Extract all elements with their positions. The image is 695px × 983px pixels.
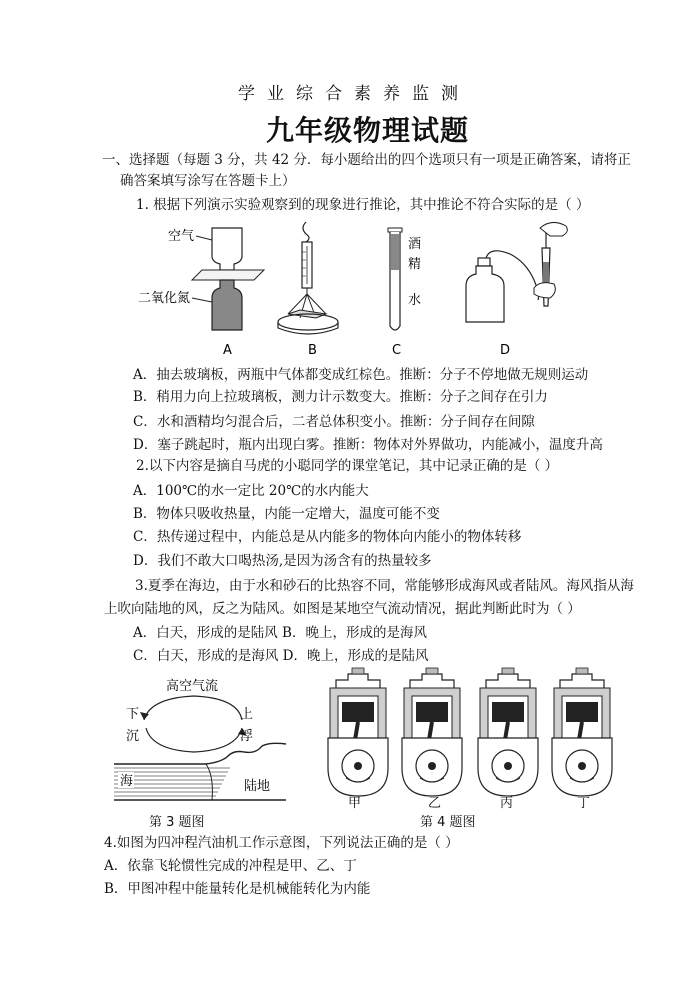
q3-figure-caption: 第 3 题图 [149,815,205,830]
q1-option-b: B．稍用力向上拉玻璃板，测力计示数变大。推断：分子之间存在引力 [133,389,548,405]
section-instructions-line2: 确答案填写涂写在答题卡上） [120,173,296,189]
label-up-2: 浮 [240,729,254,744]
exam-subtitle: 学业综合素养监测 [238,84,470,104]
q3-stem-line2: 上吹向陆地的风，反之为陆风。如图是某地空气流动情况，据此判断此时为（ ） [104,601,581,617]
q2-option-c: C．热传递过程中，内能总是从内能多的物体向内能小的物体转移 [133,529,522,545]
q3-options-row1: A．白天，形成的是陆风 B．晚上，形成的是海风 [133,625,427,641]
label-sea: 海 [120,774,134,789]
q3-stem-line1: 3.夏季在海边，由于水和砂石的比热容不同，常能够形成海风或者陆风。海风指从海 [135,578,634,594]
label-land: 陆地 [244,779,271,794]
figure-a-bottles [138,228,264,358]
engine-bing [478,668,538,796]
q3-options-row2: C．白天，形成的是海风 D．晚上，形成的是陆风 [133,648,429,664]
label-no2: 二氧化氮 [138,291,191,306]
q1-option-c: C．水和酒精均匀混合后，二者总体积变小。推断：分子间存在间隙 [133,414,535,430]
q2-option-d: D．我们不敢大口喝热汤,是因为汤含有的热量较多 [133,553,432,569]
engine-yi [402,668,462,796]
q4-option-b: B．甲图冲程中能量转化是机械能转化为内能 [104,881,371,897]
q2-option-a: A．100℃的水一定比 20℃的水内能大 [133,483,369,499]
label-alcohol-1: 酒 [408,237,422,252]
label-up-1: 上 [240,707,254,722]
label-down-2: 沉 [126,729,140,744]
q4-stem: 4.如图为四冲程汽油机工作示意图，下列说法正确的是（ ） [104,835,459,851]
label-down-1: 下 [126,707,140,722]
q1-option-d: D．塞子跳起时，瓶内出现白雾。推断：物体对外界做功，内能减小，温度升高 [133,437,603,453]
q1-option-a: A．抽去玻璃板，两瓶中气体都变成红棕色。推断：分子不停地做无规则运动 [133,367,589,383]
section-instructions-line1: 一、选择题（每题 3 分，共 42 分．每小题给出的四个选项只有一项是正确答案，请将正 [102,152,631,168]
q1-figure [130,218,600,360]
figure-b-spring-scale [278,222,338,358]
label-air: 空气 [168,229,195,244]
q4-figure-caption: 第 4 题图 [420,815,476,830]
q2-option-b: B．物体只吸收热量，内能一定增大，温度可能不变 [133,506,440,522]
engine-label-yi: 乙 [428,796,442,811]
q4-figure-engines [320,664,620,804]
caption-a: A [223,343,232,358]
caption-b: B [308,343,317,358]
figure-c-test-tube [388,228,421,358]
q4-option-a: A．依靠飞轮惯性完成的冲程是甲、乙、丁 [104,858,357,874]
q3-figure-air-flow [110,672,290,804]
engine-jia [328,668,388,796]
q2-stem: 2.以下内容是摘自马虎的小聪同学的课堂笔记，其中记录正确的是（ ） [136,458,559,474]
engine-label-ding: 丁 [577,796,591,811]
engine-label-bing: 丙 [500,796,514,811]
caption-c: C [392,343,402,358]
q1-stem: 1. 根据下列演示实验观察到的现象进行推论，其中推论不符合实际的是（ ） [136,197,590,213]
engine-label-jia: 甲 [348,796,362,811]
label-alcohol-2: 精 [408,257,422,272]
engine-ding [552,668,612,796]
label-high-air-flow: 高空气流 [166,679,219,694]
label-water: 水 [408,293,422,308]
figure-d-bottle-pump [466,222,567,358]
caption-d: D [500,343,511,358]
exam-title: 九年级物理试题 [266,114,470,147]
